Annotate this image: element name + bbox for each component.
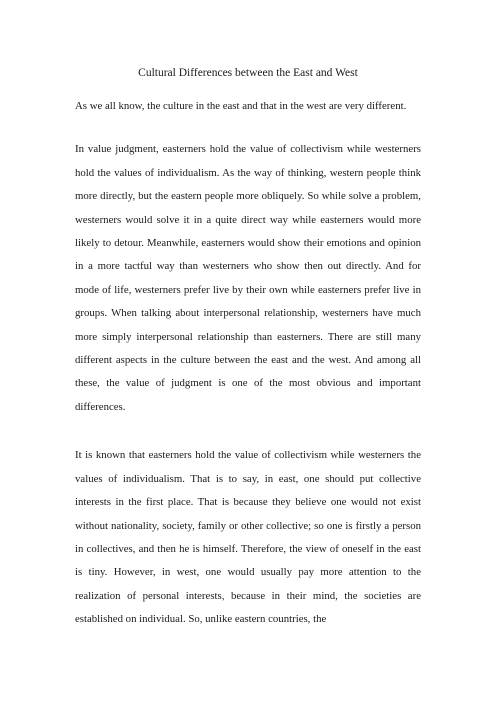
collectivism-paragraph: It is known that easterners hold the value of collectivism while westerners the values of individualism. That is to say, in east, one should put collective interests in the first place. That is because they believe one would not exist without nationality, society, family or other collective; so one is firstly a person in collectives, and then he is himself. Therefore, the view of oneself in the east is tiny. However, in west, one would usually pay more attention to the realization of personal interests, because in their mind, the societies are established on individual. So, unlike eastern countries, the [75, 449, 421, 626]
intro-paragraph: As we all know, the culture in the east and that in the west are very different. [75, 100, 407, 112]
value-judgment-paragraph: In value judgment, easterners hold the value of collectivism while westerners hold the values of individualism. As the way of thinking, western people think more directly, but the eastern people more obliquely. So while solve a problem, westerners would solve it in a quite direct way while easterners would more likely to detour. Meanwhile, easterners would show their emotions and opinion in a more tactful way than westerners who show then out directly. And for mode of life, westerners prefer live by their own while easterners prefer live in groups. When talking about interpersonal relationship, westerners have much more simply interpersonal relationship than easterners. There are still many different aspects in the culture between the east and the west. And among all these, the value of judgment is one of the most obvious and important differences. [75, 143, 421, 413]
document-title: Cultural Differences between the East and West [138, 67, 358, 79]
